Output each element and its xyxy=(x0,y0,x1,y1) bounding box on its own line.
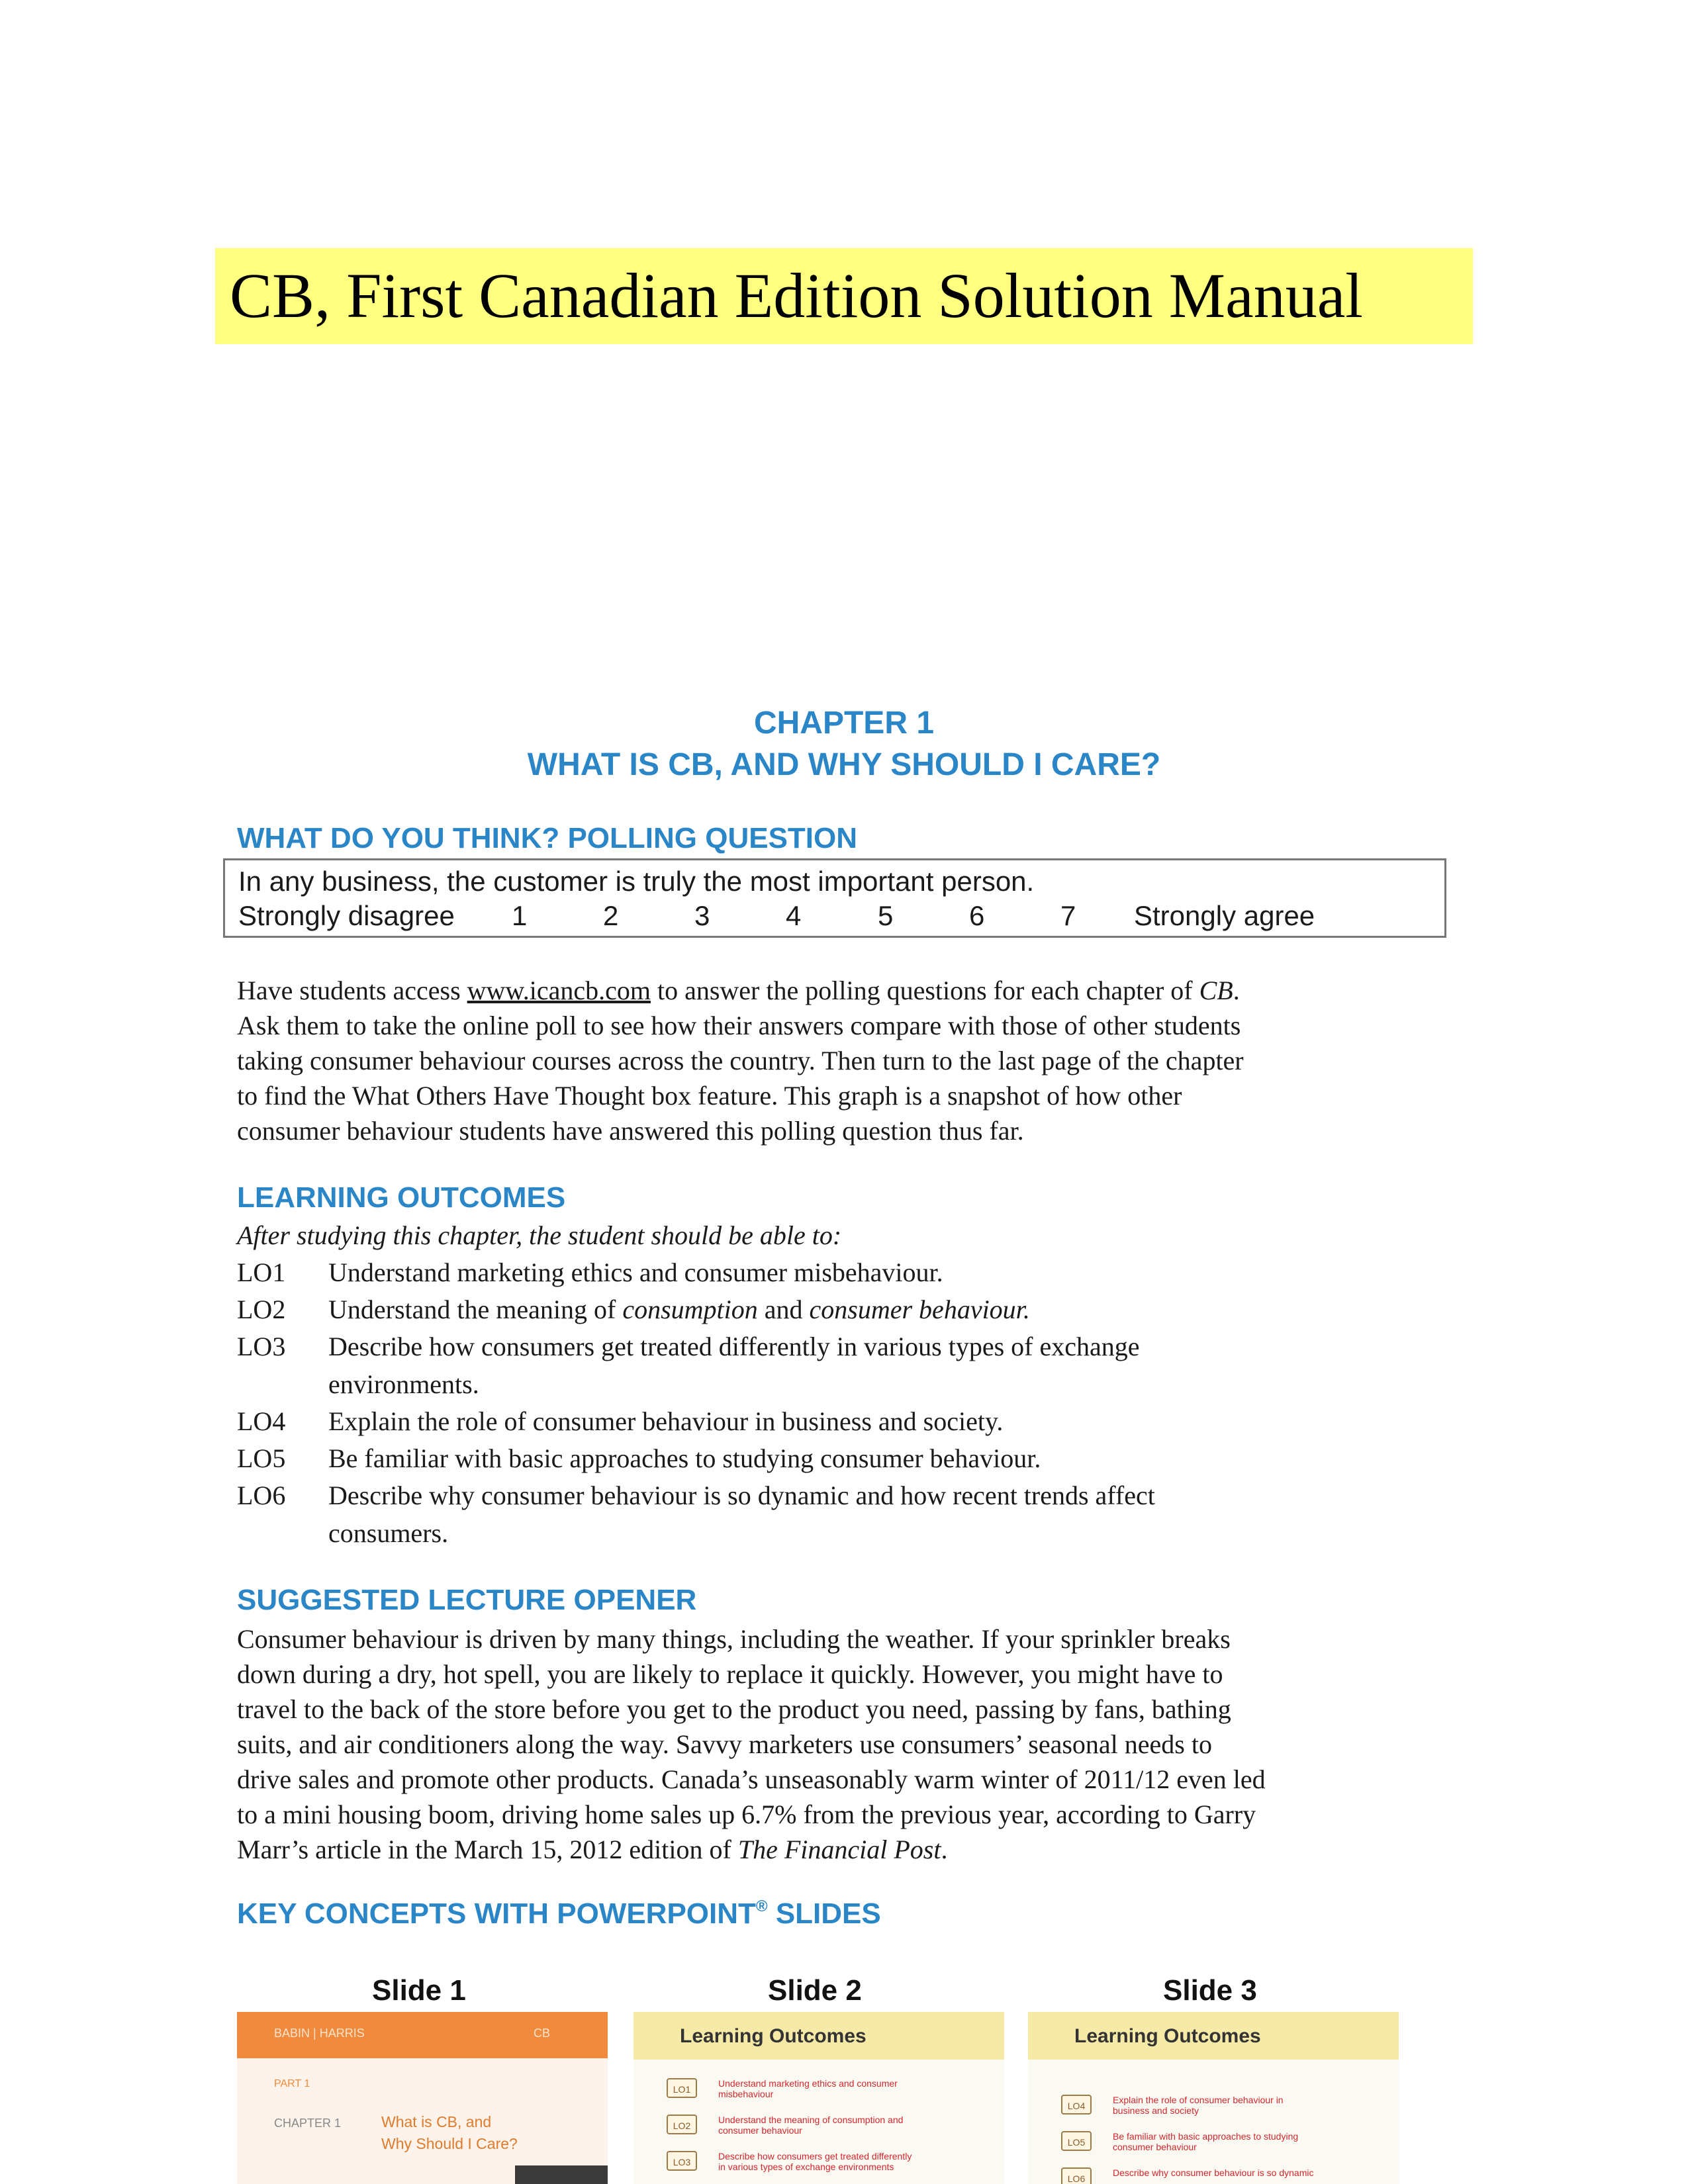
outcome-text: Explain the role of consumer behaviour in business and society. xyxy=(328,1406,1004,1436)
lo-badge: LO1 xyxy=(667,2078,697,2098)
outcome-text: consumers. xyxy=(328,1518,449,1548)
slide-outcome-item xyxy=(667,2115,998,2141)
lo-badge: LO5 xyxy=(1061,2131,1092,2151)
paragraph-line: Ask them to take the online poll to see how their answers compare with those of other students xyxy=(237,1011,1241,1040)
outcome-text: environments. xyxy=(328,1369,479,1399)
scale-value: 3 xyxy=(694,900,710,931)
paragraph-line: taking consumer behaviour courses across the country. Then turn to the last page of the chapter xyxy=(237,1046,1244,1075)
scale-value: 4 xyxy=(786,900,802,931)
slide-3-thumbnail[interactable] xyxy=(1028,2012,1399,2184)
slide-1-thumbnail[interactable] xyxy=(237,2012,608,2184)
polling-question: In any business, the customer is truly the most important person. xyxy=(238,866,1035,897)
scale-value: 6 xyxy=(969,900,985,931)
paragraph-line: to a mini housing boom, driving home sales up 6.7% from the previous year, according to Garry xyxy=(237,1799,1256,1829)
slide-part-label: PART 1 xyxy=(274,2078,310,2089)
slide-logo: CB xyxy=(534,2026,551,2040)
slide-photo xyxy=(515,2165,608,2184)
document-title: CB, First Canadian Edition Solution Manual xyxy=(230,260,1363,331)
lo-badge: LO3 xyxy=(667,2151,697,2171)
slide-authors: BABIN | HARRIS xyxy=(274,2026,365,2040)
slide-outcome-item xyxy=(1061,2131,1392,2158)
paragraph-line: down during a dry, hot spell, you are likely to replace it quickly. However, you might have to xyxy=(237,1659,1223,1689)
scale-value: 5 xyxy=(878,900,894,931)
scale-low-label: Strongly disagree xyxy=(238,900,455,931)
slide-outcome-text: Explain the role of consumer behaviour in business and society xyxy=(1113,2095,1284,2116)
scale-high-label: Strongly agree xyxy=(1134,900,1315,931)
slide-2-label: Slide 2 xyxy=(768,1974,862,2007)
slide-1-label: Slide 1 xyxy=(372,1974,466,2007)
slide-outcome-text: Understand the meaning of consumption and consumer behaviour xyxy=(718,2115,904,2136)
outcome-text: Describe why consumer behaviour is so dynamic and how recent trends affect xyxy=(328,1480,1155,1510)
slide-chapter-label: CHAPTER 1 xyxy=(274,2116,342,2130)
paragraph-line: Have students access www.icancb.com to answer the polling questions for each chapter of CB. xyxy=(237,976,1240,1005)
slide-outcome-item xyxy=(1061,2167,1392,2184)
slide-header-bar xyxy=(237,2012,608,2058)
scale-value: 2 xyxy=(603,900,619,931)
slide-outcome-text: Understand marketing ethics and consumer misbehaviour xyxy=(718,2078,898,2099)
slide-header-bar xyxy=(1028,2012,1399,2060)
paragraph-line: to find the What Others Have Thought box feature. This graph is a snapshot of how other xyxy=(237,1081,1182,1111)
learning-outcomes-heading: LEARNING OUTCOMES xyxy=(237,1181,566,1214)
paragraph-line: Consumer behaviour is driven by many things, including the weather. If your sprinkler breaks xyxy=(237,1624,1231,1654)
outcome-code: LO2 xyxy=(237,1295,286,1324)
lo-badge: LO2 xyxy=(667,2115,697,2134)
slide-outcome-text: Describe how consumers get treated differently in various types of exchange environments xyxy=(718,2151,912,2172)
slide-outcome-item xyxy=(1061,2095,1392,2121)
scale-value: 1 xyxy=(512,900,528,931)
lo-badge: LO4 xyxy=(1061,2095,1092,2115)
outcome-code: LO4 xyxy=(237,1406,286,1436)
slide-outcome-text: Describe why consumer behaviour is so dynamic xyxy=(1113,2167,1314,2178)
lecture-opener-heading: SUGGESTED LECTURE OPENER xyxy=(237,1584,697,1616)
slide-header: Learning Outcomes xyxy=(1074,2025,1261,2047)
paragraph-line: travel to the back of the store before you get to the product you need, passing by fans, bathing xyxy=(237,1694,1231,1724)
slide-header-bar xyxy=(633,2012,1004,2060)
outcome-code: LO1 xyxy=(237,1257,286,1287)
outcome-text: Understand marketing ethics and consumer misbehaviour. xyxy=(328,1257,943,1287)
scale-value: 7 xyxy=(1060,900,1076,931)
slide-outcome-item xyxy=(667,2151,998,2177)
key-concepts-heading: KEY CONCEPTS WITH POWERPOINT® SLIDES xyxy=(237,1897,881,1930)
paragraph-line: drive sales and promote other products. Canada’s unseasonably warm winter of 2011/12 even led xyxy=(237,1764,1266,1794)
outcome-text: Understand the meaning of consumption and consumer behaviour. xyxy=(328,1295,1030,1324)
outcome-text: Be familiar with basic approaches to studying consumer behaviour. xyxy=(328,1443,1041,1473)
polling-heading: WHAT DO YOU THINK? POLLING QUESTION xyxy=(237,822,858,854)
lecture-opener-paragraph xyxy=(237,1621,1468,1867)
lo-badge: LO6 xyxy=(1061,2167,1092,2184)
slide-3-label: Slide 3 xyxy=(1163,1974,1257,2007)
outcome-code: LO5 xyxy=(237,1443,286,1473)
polling-scale xyxy=(225,900,1444,934)
polling-box xyxy=(223,858,1446,938)
slide-outcome-text: Be familiar with basic approaches to studying consumer behaviour xyxy=(1113,2131,1299,2152)
paragraph-line: Marr’s article in the March 15, 2012 edition of The Financial Post. xyxy=(237,1835,948,1864)
outcome-text: Describe how consumers get treated differently in various types of exchange xyxy=(328,1332,1140,1361)
chapter-title: WHAT IS CB, AND WHY SHOULD I CARE? xyxy=(527,747,1161,782)
icancb-link[interactable]: www.icancb.com xyxy=(467,976,651,1005)
chapter-number: CHAPTER 1 xyxy=(753,705,935,741)
slide-2-thumbnail[interactable] xyxy=(633,2012,1004,2184)
document-title-banner xyxy=(215,248,1473,344)
slide-title: What is CB, and Why Should I Care? xyxy=(381,2113,518,2152)
outcome-code: LO6 xyxy=(237,1480,286,1510)
polling-instructions xyxy=(237,973,1468,1148)
outcome-code: LO3 xyxy=(237,1332,286,1361)
paragraph-line: consumer behaviour students have answered this polling question thus far. xyxy=(237,1116,1024,1146)
slide-header: Learning Outcomes xyxy=(680,2025,867,2047)
slide-outcome-item xyxy=(667,2078,998,2105)
learning-outcomes-intro: After studying this chapter, the student should be able to: xyxy=(237,1220,842,1250)
paragraph-line: suits, and air conditioners along the way. Savvy marketers use consumers’ seasonal needs to xyxy=(237,1729,1212,1759)
